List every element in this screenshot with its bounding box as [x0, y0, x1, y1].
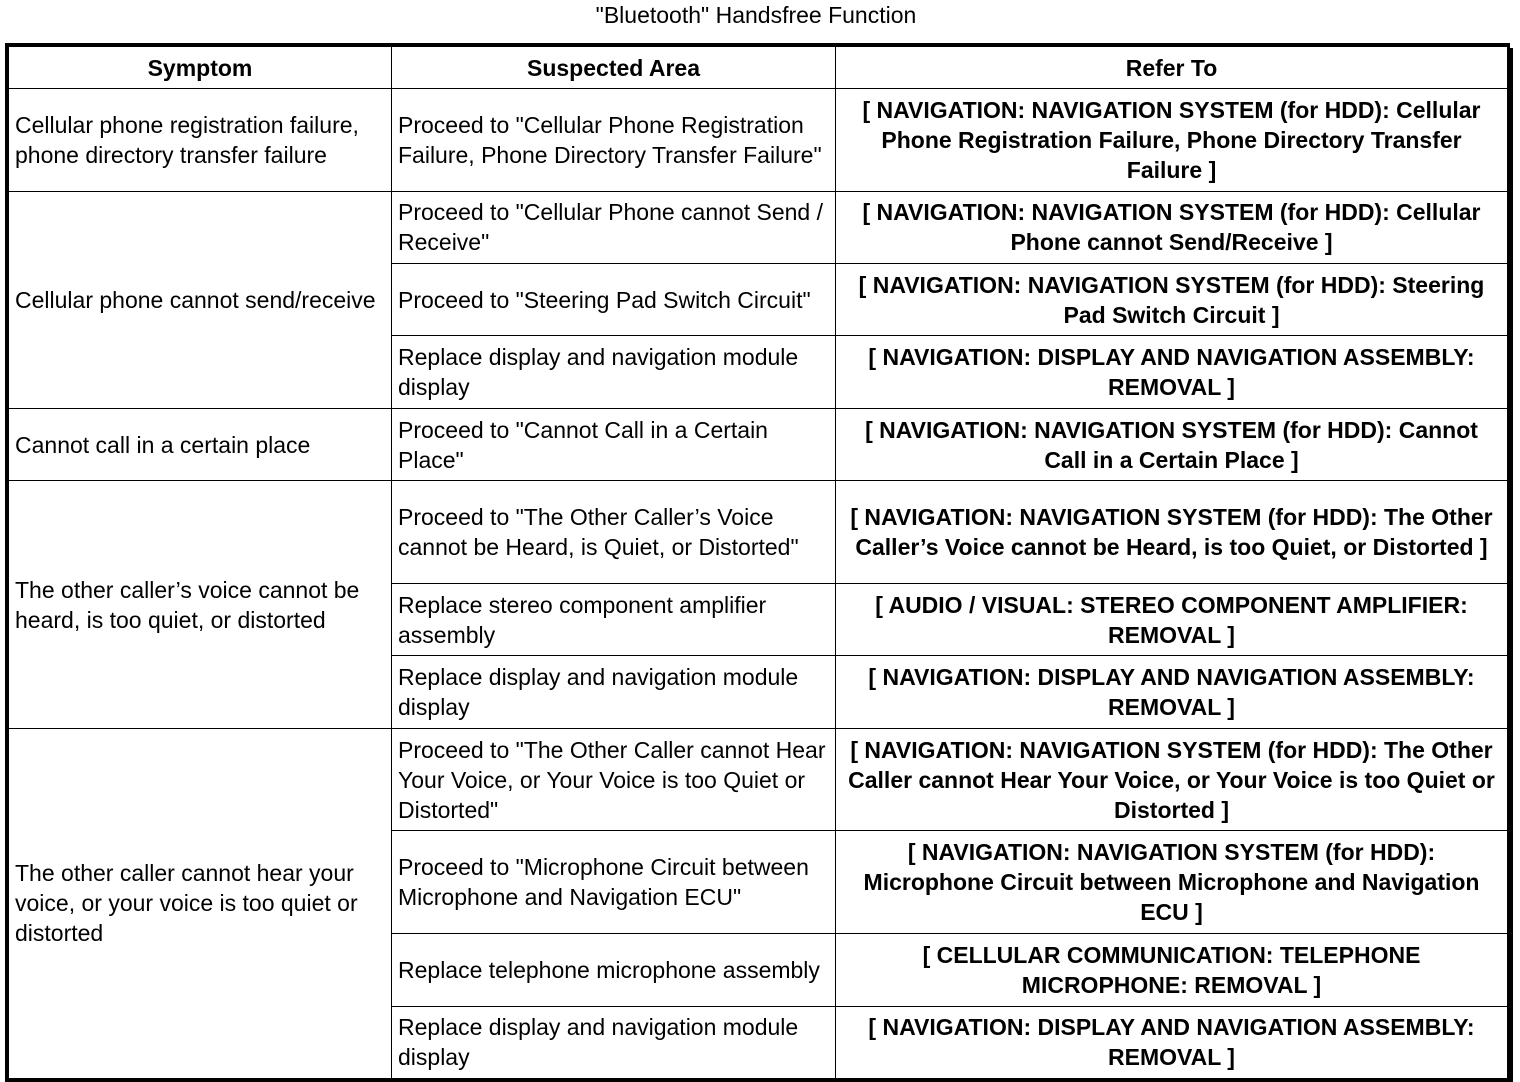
suspected-area-cell: Replace display and navigation module display: [392, 656, 836, 728]
suspected-area-cell: Replace stereo component amplifier assembly: [392, 583, 836, 655]
suspected-area-cell: Proceed to "The Other Caller cannot Hear Your Voice, or Your Voice is too Quiet or Distorted": [392, 728, 836, 831]
symptom-cell: The other caller cannot hear your voice, or your voice is too quiet or distorted: [9, 728, 392, 1078]
table-row: [9, 191, 1508, 263]
handsfree-troubleshooting-table: [8, 46, 1508, 1079]
suspected-area-cell: Replace telephone microphone assembly: [392, 934, 836, 1006]
page-title: "Bluetooth" Handsfree Function: [595, 2, 917, 28]
table-frame: [5, 43, 1510, 1082]
table-row: [9, 408, 1508, 480]
refer-to-cell: [ NAVIGATION: NAVIGATION SYSTEM (for HDD): Cellular Phone cannot Send/Receive ]: [836, 191, 1508, 263]
suspected-area-cell: Proceed to "Steering Pad Switch Circuit": [392, 264, 836, 336]
symptom-cell: Cannot call in a certain place: [9, 408, 392, 480]
suspected-area-cell: Proceed to "Microphone Circuit between Microphone and Navigation ECU": [392, 831, 836, 934]
refer-to-cell: [ NAVIGATION: NAVIGATION SYSTEM (for HDD): The Other Caller’s Voice cannot be Heard, is too Quiet, or Distorted ]: [836, 481, 1508, 584]
refer-to-cell: [ CELLULAR COMMUNICATION: TELEPHONE MICROPHONE: REMOVAL ]: [836, 934, 1508, 1006]
table-row: [9, 728, 1508, 831]
suspected-area-cell: Proceed to "Cellular Phone Registration Failure, Phone Directory Transfer Failure": [392, 89, 836, 192]
refer-to-cell: [ NAVIGATION: DISPLAY AND NAVIGATION ASSEMBLY: REMOVAL ]: [836, 336, 1508, 408]
header-row: [9, 47, 1508, 89]
suspected-area-cell: Replace display and navigation module display: [392, 336, 836, 408]
symptom-cell: Cellular phone registration failure, phone directory transfer failure: [9, 89, 392, 192]
frame-shadow-right: [1510, 48, 1513, 1082]
refer-to-cell: [ NAVIGATION: NAVIGATION SYSTEM (for HDD): Steering Pad Switch Circuit ]: [836, 264, 1508, 336]
refer-to-cell: [ NAVIGATION: NAVIGATION SYSTEM (for HDD): The Other Caller cannot Hear Your Voice, or Your Voice is too Quiet or Distorted ]: [836, 728, 1508, 831]
table-row: [9, 89, 1508, 192]
header-symptom: Symptom: [9, 47, 392, 89]
refer-to-cell: [ NAVIGATION: NAVIGATION SYSTEM (for HDD): Cellular Phone Registration Failure, Phone Directory Transfer Failure ]: [836, 89, 1508, 192]
suspected-area-cell: Proceed to "Cellular Phone cannot Send / Receive": [392, 191, 836, 263]
header-suspected-area: Suspected Area: [392, 47, 836, 89]
suspected-area-cell: Proceed to "Cannot Call in a Certain Place": [392, 408, 836, 480]
refer-to-cell: [ NAVIGATION: NAVIGATION SYSTEM (for HDD): Microphone Circuit between Microphone and Navigation ECU ]: [836, 831, 1508, 934]
refer-to-cell: [ NAVIGATION: DISPLAY AND NAVIGATION ASSEMBLY: REMOVAL ]: [836, 1006, 1508, 1079]
refer-to-cell: [ NAVIGATION: DISPLAY AND NAVIGATION ASSEMBLY: REMOVAL ]: [836, 656, 1508, 728]
refer-to-cell: [ NAVIGATION: NAVIGATION SYSTEM (for HDD): Cannot Call in a Certain Place ]: [836, 408, 1508, 480]
suspected-area-cell: Proceed to "The Other Caller’s Voice cannot be Heard, is Quiet, or Distorted": [392, 481, 836, 584]
suspected-area-cell: Replace display and navigation module display: [392, 1006, 836, 1079]
table-row: [9, 481, 1508, 584]
symptom-cell: The other caller’s voice cannot be heard, is too quiet, or distorted: [9, 481, 392, 728]
header-refer-to: Refer To: [836, 47, 1508, 89]
symptom-cell: Cellular phone cannot send/receive: [9, 191, 392, 408]
refer-to-cell: [ AUDIO / VISUAL: STEREO COMPONENT AMPLIFIER: REMOVAL ]: [836, 583, 1508, 655]
